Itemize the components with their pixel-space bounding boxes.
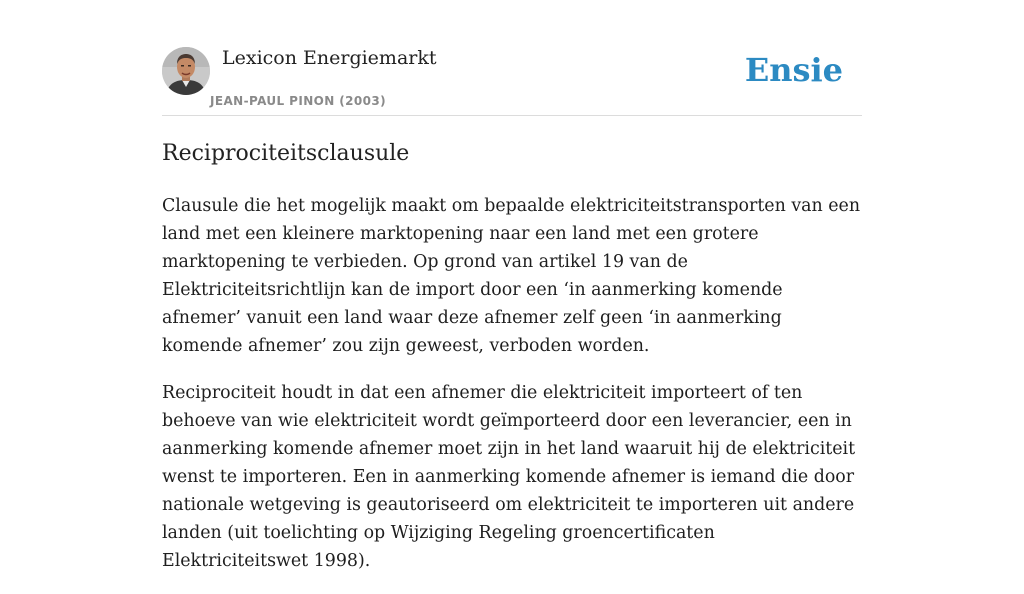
- definition-paragraph: Clausule die het mogelijk maakt om bepaalde elektriciteitstransporten van een land met een kleinere marktopening naar een land met een grotere marktopening te verbieden. Op grond van artikel 19 van de Elektriciteitsrichtlijn kan de import door een ‘in aanmerking komende afnemer’ vanuit een land waar deze afnemer zelf geen ‘in aanmerking komende afnemer’ zou zijn geweest, verboden worden.: [162, 196, 861, 356]
- ensie-logo[interactable]: Ensie: [744, 51, 843, 89]
- author-name[interactable]: JEAN-PAUL PINON (2003): [210, 94, 387, 108]
- book-title[interactable]: Lexicon Energiemarkt: [222, 47, 437, 69]
- author-portrait-icon: [162, 47, 210, 95]
- definition-paragraph: Reciprociteit houdt in dat een afnemer die elektriciteit importeert of ten behoeve van wie elektriciteit wordt geïmporteerd door een leverancier, een in aanmerking komende afnemer moet zijn in het land waaruit hij de elektriciteit wenst te importeren. Een in aanmerking komende afnemer is iemand die door nationale wetgeving is geautoriseerd om elektriciteit te importeren uit andere landen (uit toelichting op Wijziging Regeling groencertificaten Elektriciteitswet 1998).: [162, 383, 856, 571]
- author-avatar[interactable]: [162, 47, 210, 95]
- entry-card: [162, 0, 862, 571]
- entry-header: [162, 46, 862, 116]
- entry-term-title: Reciprociteitsclausule: [162, 141, 410, 166]
- entry-definition: [162, 192, 862, 594]
